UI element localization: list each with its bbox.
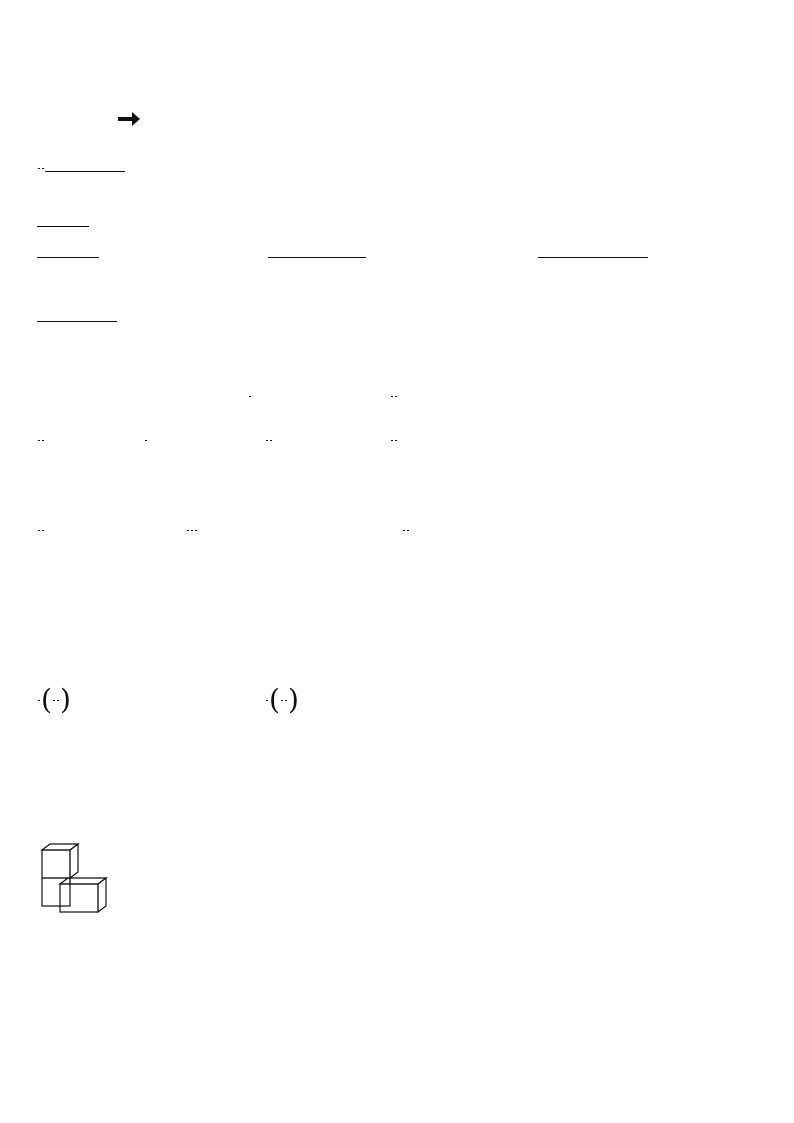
question-22-b <box>268 246 366 261</box>
answer-blank[interactable] <box>538 257 648 258</box>
expr-24-5 <box>37 432 45 447</box>
answer-blank[interactable] <box>45 171 85 172</box>
cube-stack-figure <box>40 842 112 914</box>
answer-blank[interactable] <box>268 257 366 258</box>
question-20 <box>37 160 125 175</box>
expr-24-8 <box>390 432 398 447</box>
answer-blank[interactable] <box>37 321 77 322</box>
expr-24-3 <box>248 388 252 403</box>
circle-cut-diagram <box>36 82 266 154</box>
answer-blank[interactable] <box>37 226 89 227</box>
question-23-line2 <box>37 310 117 325</box>
equation-2 <box>186 522 198 537</box>
calc-26-d: ( ) <box>37 686 71 714</box>
question-22 <box>37 246 99 261</box>
expr-24-4 <box>390 388 398 403</box>
answer-blank[interactable] <box>85 171 125 172</box>
equation-1 <box>37 522 45 537</box>
expr-24-7 <box>265 432 273 447</box>
question-22-c <box>538 246 648 261</box>
answer-blank[interactable] <box>77 321 117 322</box>
answer-grid[interactable] <box>158 812 496 918</box>
arrow-icon <box>118 112 140 126</box>
expr-24-6 <box>144 432 148 447</box>
question-21 <box>37 215 89 230</box>
answer-blank[interactable] <box>37 257 99 258</box>
equation-3 <box>402 522 410 537</box>
calc-26-f: ( ) <box>265 686 299 714</box>
